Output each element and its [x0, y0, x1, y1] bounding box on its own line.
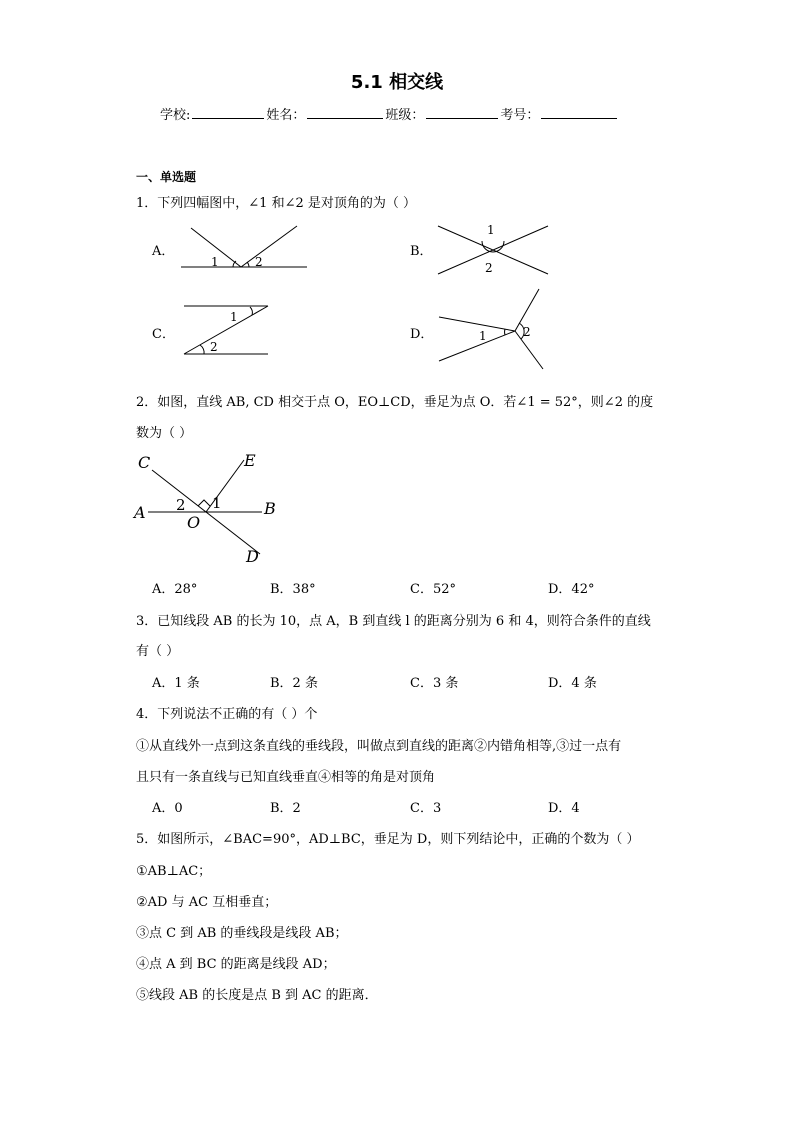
- name-label: 姓名：: [266, 108, 306, 123]
- q1-a-angle-2: 2: [255, 255, 263, 269]
- school-blank[interactable]: [192, 104, 264, 119]
- q2-option-d[interactable]: D．42°: [548, 582, 595, 597]
- q1-b-angle-1: 1: [487, 223, 495, 237]
- q4-text-line-1: ①从直线外一点到这条直线的垂线段，叫做点到直线的距离②内错角相等,③过一点有: [136, 739, 622, 754]
- q1-option-b-label: B．: [410, 244, 433, 259]
- q4-text-line-2: 且只有一条直线与已知直线垂直④相等的角是对顶角: [136, 770, 436, 785]
- q2-option-b[interactable]: B．38°: [270, 582, 316, 597]
- q1-stem: 1．下列四幅图中，∠1 和∠2 是对顶角的为（ ）: [136, 196, 416, 211]
- q5-item-1: ①AB⊥AC；: [136, 864, 212, 879]
- q4-option-d[interactable]: D．4: [548, 801, 580, 816]
- q2-option-a[interactable]: A．28°: [152, 582, 198, 597]
- q5-item-5: ⑤线段 AB 的长度是点 B 到 AC 的距离．: [136, 988, 378, 1003]
- q4-stem: 4．下列说法不正确的有（ ）个: [136, 707, 318, 722]
- q2-option-c[interactable]: C．52°: [410, 582, 456, 597]
- q2-angle-2: 2: [176, 496, 186, 514]
- exam-no-label: 考号：: [500, 108, 540, 123]
- q3-option-a[interactable]: A．1 条: [152, 676, 200, 691]
- q1-d-angle-1: 1: [479, 329, 487, 343]
- q3-option-c[interactable]: C．3 条: [410, 676, 459, 691]
- q1-c-angle-1: 1: [230, 310, 238, 324]
- q2-angle-1: 1: [212, 494, 222, 512]
- class-blank[interactable]: [426, 104, 498, 119]
- q3-stem-line-1: 3．已知线段 AB 的长为 10，点 A，B 到直线 l 的距离分别为 6 和 4，则符合条件的直线: [136, 614, 651, 629]
- q1-figure-d: [435, 285, 555, 375]
- section-heading: 一、单选题: [136, 170, 197, 184]
- q4-option-b[interactable]: B．2: [270, 801, 301, 816]
- q2-label-e: E: [244, 451, 256, 470]
- q1-c-angle-2: 2: [210, 340, 218, 354]
- q5-item-4: ④点 A 到 BC 的距离是线段 AD；: [136, 957, 336, 972]
- student-info-row: [160, 104, 640, 123]
- class-label: 班级：: [385, 108, 425, 123]
- q1-option-a-label: A．: [152, 244, 175, 259]
- q3-option-d[interactable]: D．4 条: [548, 676, 597, 691]
- q2-label-a: A: [134, 503, 146, 522]
- q1-b-angle-2: 2: [485, 261, 493, 275]
- q1-option-c-label: C．: [152, 327, 175, 342]
- q2-label-c: C: [138, 453, 151, 472]
- school-label: 学校:: [160, 108, 191, 123]
- q1-figure-a: [175, 220, 315, 276]
- q4-option-c[interactable]: C．3: [410, 801, 442, 816]
- q5-stem: 5．如图所示，∠BAC=90°，AD⊥BC，垂足为 D，则下列结论中，正确的个数为（ ）: [136, 832, 640, 847]
- exam-no-blank[interactable]: [541, 104, 617, 119]
- name-blank[interactable]: [307, 104, 383, 119]
- q4-option-a[interactable]: A．0: [152, 801, 183, 816]
- q2-label-o: O: [187, 513, 201, 532]
- q3-option-b[interactable]: B．2 条: [270, 676, 318, 691]
- q1-figure-b: [430, 218, 560, 280]
- q1-a-angle-1: 1: [211, 255, 219, 269]
- q5-item-2: ②AD 与 AC 互相垂直；: [136, 895, 278, 910]
- q3-stem-line-2: 有（ ）: [136, 644, 180, 659]
- q1-d-angle-2: 2: [523, 325, 531, 339]
- q2-label-b: B: [264, 499, 276, 518]
- q2-figure: [132, 448, 282, 566]
- q2-stem-line-2: 数为（ ）: [136, 426, 193, 441]
- q2-label-d: D: [246, 547, 259, 566]
- q1-option-d-label: D．: [410, 327, 434, 342]
- page-title: 5.1 相交线: [350, 72, 444, 93]
- q5-item-3: ③点 C 到 AB 的垂线段是线段 AB；: [136, 926, 348, 941]
- q1-figure-c: [178, 300, 278, 360]
- q2-stem-line-1: 2．如图，直线 AB, CD 相交于点 O，EO⊥CD，垂足为点 O．若∠1 = 52°，则∠2 的度: [136, 395, 654, 410]
